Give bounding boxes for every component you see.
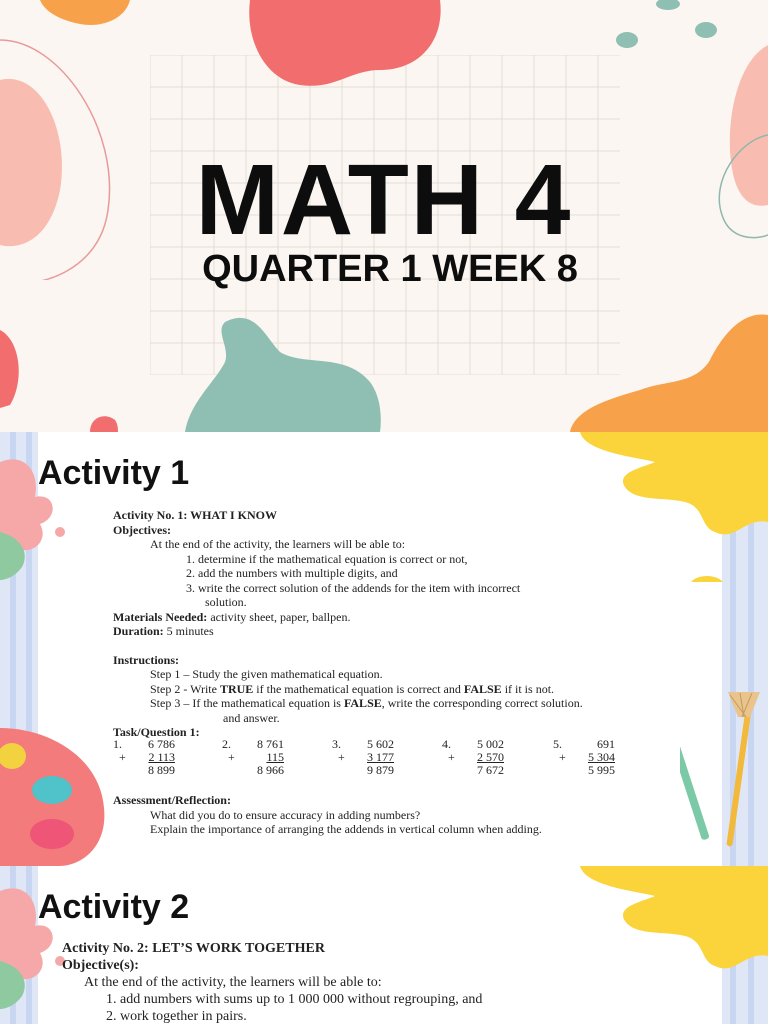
objectives-intro: At the end of the activity, the learners will be able to: [150, 537, 406, 551]
activity-title: Activity No. 1: WHAT I KNOW [113, 508, 277, 522]
duration-value: 5 minutes [166, 624, 214, 638]
objectives-label: Objective(s): [62, 958, 139, 973]
task-sum: 8 966 [257, 763, 284, 777]
task-addend-1: 691 [597, 737, 615, 751]
activity-2-document [62, 940, 682, 1024]
page-subtitle: QUARTER 1 WEEK 8 [202, 248, 578, 290]
task-item [113, 738, 175, 777]
page-title: MATH 4 [195, 144, 573, 256]
coral-blob-left [0, 330, 30, 410]
task-label: Task/Question 1: [113, 725, 200, 739]
task-sum: 9 879 [367, 763, 394, 777]
palette [0, 728, 110, 866]
task-addend-2: 115 [266, 750, 284, 764]
task-operator: + [228, 750, 235, 764]
task-number: 3. [332, 737, 341, 751]
objective-item: 1. add numbers with sums up to 1 000 000 without regrouping, and [106, 992, 483, 1007]
task-addend-1: 8 761 [257, 737, 284, 751]
materials-value: activity sheet, paper, ballpen. [210, 609, 351, 624]
duration-label: Duration: [113, 624, 164, 638]
assessment-question-2: Explain the importance of arranging the addends in vertical column when adding. [150, 822, 542, 836]
task-number: 5. [553, 737, 562, 751]
title-slide [0, 0, 768, 432]
task-operator: + [119, 750, 126, 764]
activity-1-slide [0, 432, 768, 866]
task-addend-2: 2 113 [148, 750, 175, 764]
task-addend-2: 3 177 [367, 750, 394, 764]
task-addend-2: 5 304 [588, 750, 615, 764]
objective-item: 2. work together in pairs. [106, 1009, 247, 1024]
activity-1-document [113, 508, 673, 740]
task-sum: 5 995 [588, 763, 615, 777]
task-item [442, 738, 504, 777]
green-splash-left [0, 961, 50, 1021]
objective-item: 1. determine if the mathematical equation is correct or not, [186, 551, 468, 566]
task-addend-1: 5 602 [367, 737, 394, 751]
activity-2-heading: Activity 2 [38, 888, 190, 926]
materials-label: Materials Needed: [113, 609, 208, 624]
coral-blob-top [240, 0, 450, 90]
green-splash-left [0, 532, 50, 592]
task-addend-2: 2 570 [477, 750, 504, 764]
task-number: 4. [442, 737, 451, 751]
task-number: 2. [222, 737, 231, 751]
objectives-intro: At the end of the activity, the learners will be able to: [84, 975, 382, 990]
task-operator: + [559, 750, 566, 764]
orange-blob-bottom-right [570, 310, 768, 432]
instruction-step-3: Step 3 – If the mathematical equation is FALSE, write the corresponding correct solution. [150, 696, 583, 710]
task-sum: 8 899 [148, 763, 175, 777]
objective-item: 3. write the correct solution of the addends for the item with incorrect [186, 580, 521, 595]
instruction-step-1: Step 1 – Study the given mathematical equation. [150, 667, 383, 681]
coral-blob-bottom [90, 412, 120, 432]
task-number: 1. [113, 737, 122, 751]
assessment-question-1: What did you do to ensure accuracy in adding numbers? [150, 807, 421, 822]
assessment-section [113, 793, 673, 837]
task-sum: 7 672 [477, 763, 504, 777]
task-item [222, 738, 284, 777]
paintbrushes [680, 687, 768, 866]
assessment-label: Assessment/Reflection: [113, 793, 231, 807]
task-operator: + [338, 750, 345, 764]
task-addend-1: 5 002 [477, 737, 504, 751]
teal-blob-bottom [185, 312, 385, 432]
activity-title: Activity No. 2: LET’S WORK TOGETHER [62, 941, 325, 956]
objectives-label: Objectives: [113, 522, 171, 537]
objective-item: 2. add the numbers with multiple digits, and [186, 566, 398, 580]
instruction-step-3-continued: and answer. [223, 710, 280, 725]
task-item [553, 738, 615, 777]
instructions-label: Instructions: [113, 652, 180, 667]
task-addend-1: 6 786 [148, 737, 175, 751]
activity-1-heading: Activity 1 [38, 454, 190, 492]
task-operator: + [448, 750, 455, 764]
activity-2-slide [0, 866, 768, 1024]
instruction-step-2: Step 2 - Write TRUE if the mathematical equation is correct and FALSE if it is not. [150, 681, 555, 696]
objective-item-continued: solution. [205, 595, 247, 609]
task-item [332, 738, 394, 777]
